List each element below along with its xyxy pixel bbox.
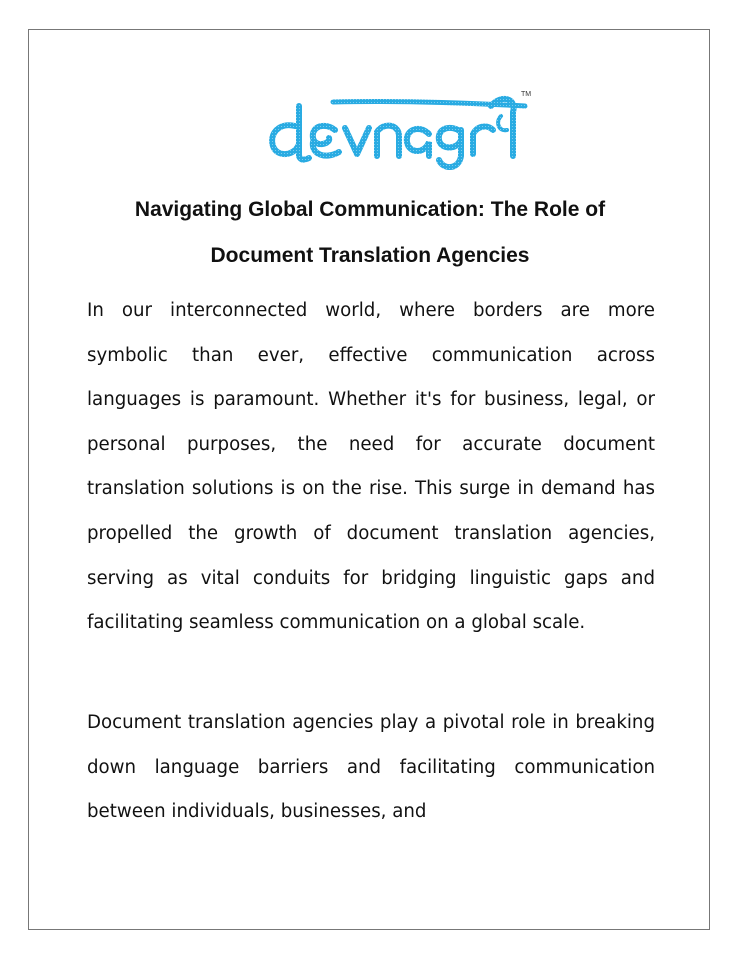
document-title <box>29 187 711 279</box>
title-line-2: Document Translation Agencies <box>210 244 530 267</box>
paragraph-1: In our interconnected world, where borders are more symbolic than ever, effective communication across languages is paramount. Whether it's for business, legal, or personal purposes, the need for accurate document translation solutions is on the rise. This surge in demand has propelled the growth of document translation agencies, serving as vital conduits for bridging linguistic gaps and facilitating seamless communication on a global scale. <box>87 300 655 634</box>
title-line-1: Navigating Global Communication: The Role of <box>134 198 606 221</box>
paragraph-2: Document translation agencies play a pivotal role in breaking down language barriers and facilitating communication between individuals, businesses, and <box>87 712 655 823</box>
trademark-mark: TM <box>521 91 532 98</box>
devnagri-logo <box>265 86 541 170</box>
document-page <box>28 29 710 930</box>
